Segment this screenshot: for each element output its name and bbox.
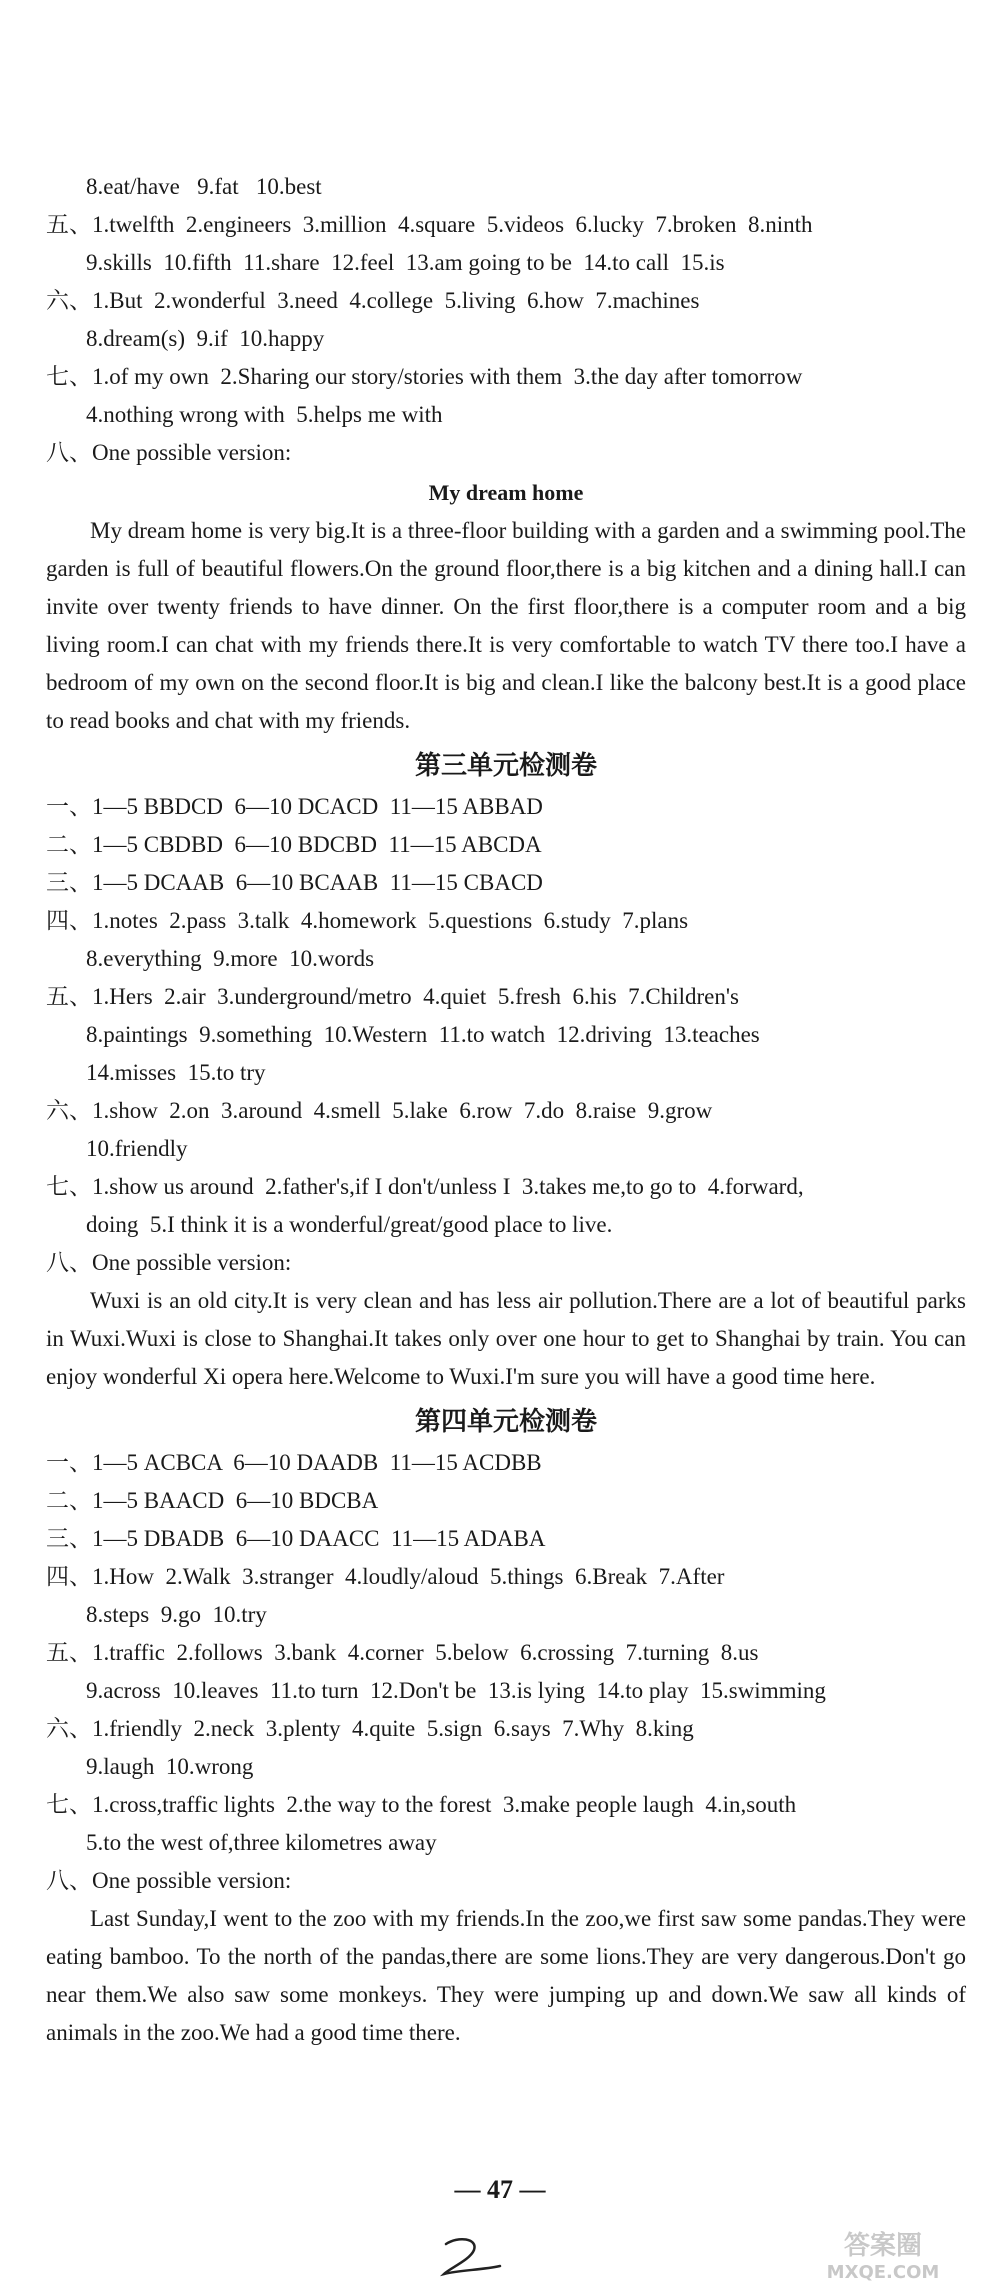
answer-line: 四、1.How 2.Walk 3.stranger 4.loudly/aloud 5.things 6.Break 7.After <box>46 1564 725 1589</box>
answer-line: 六、1.But 2.wonderful 3.need 4.college 5.living 6.how 7.machines <box>46 288 700 313</box>
section-label: 八、One possible version: <box>46 1250 292 1275</box>
answer-line: 二、1—5 BAACD 6—10 BDCBA <box>46 1488 379 1513</box>
answer-line: 9.skills 10.fifth 11.share 12.feel 13.am going to be 14.to call 15.is <box>86 250 725 275</box>
answer-line: 14.misses 15.to try <box>86 1060 266 1085</box>
svg-text:答案圈: 答案圈 <box>843 2231 923 2261</box>
answer-line: 七、1.show us around 2.father's,if I don't/unless I 3.takes me,to go to 4.forward, <box>46 1174 804 1199</box>
answer-line: 4.nothing wrong with 5.helps me with <box>86 402 443 427</box>
answer-line: 9.across 10.leaves 11.to turn 12.Don't be 13.is lying 14.to play 15.swimming <box>86 1678 826 1703</box>
answer-line: 五、1.traffic 2.follows 3.bank 4.corner 5.below 6.crossing 7.turning 8.us <box>46 1640 759 1665</box>
page-number: — 47 — <box>454 2175 546 2204</box>
unit4-title: 第四单元检测卷 <box>414 1407 597 1437</box>
section-label: 八、One possible version: <box>46 440 292 465</box>
answer-line: 六、1.friendly 2.neck 3.plenty 4.quite 5.sign 6.says 7.Why 8.king <box>46 1716 694 1741</box>
watermark-logo-icon <box>788 2224 978 2284</box>
essay-title: My dream home <box>428 480 584 505</box>
answer-page <box>46 168 966 2052</box>
answer-line: 8.paintings 9.something 10.Western 11.to watch 12.driving 13.teaches <box>86 1022 760 1047</box>
unit3-title: 第三单元检测卷 <box>414 751 597 781</box>
answer-line: 七、1.of my own 2.Sharing our story/stories with them 3.the day after tomorrow <box>46 364 803 389</box>
answer-line: 四、1.notes 2.pass 3.talk 4.homework 5.questions 6.study 7.plans <box>46 908 689 933</box>
essay-text: My dream home is very big.It is a three-floor building with a garden and a swimming pool.The garden is full of beautiful flowers.On the ground floor,there is a big kitchen and a dining hall.I can invite over twenty friends to have dinner. On the first floor,there is a computer room and a big living room.I can chat with my friends there.It is very comfortable to watch TV there too.I have a bedroom of my own on the second floor.It is big and clean.I like the balcony best.It is a good place to read books and chat with my friends. <box>46 518 966 733</box>
answer-line: 三、1—5 DBADB 6—10 DAACC 11—15 ADABA <box>46 1526 546 1551</box>
answer-line: 五、1.Hers 2.air 3.underground/metro 4.quiet 5.fresh 6.his 7.Children's <box>46 984 739 1009</box>
answer-line: doing 5.I think it is a wonderful/great/good place to live. <box>86 1212 613 1237</box>
answer-line: 一、1—5 BBDCD 6—10 DCACD 11—15 ABBAD <box>46 794 543 819</box>
answer-line: 10.friendly <box>86 1136 188 1161</box>
answer-line: 三、1—5 DCAAB 6—10 BCAAB 11—15 CBACD <box>46 870 543 895</box>
answer-line: 9.laugh 10.wrong <box>86 1754 254 1779</box>
answer-line: 七、1.cross,traffic lights 2.the way to the forest 3.make people laugh 4.in,south <box>46 1792 797 1817</box>
answer-line: 8.eat/have 9.fat 10.best <box>86 174 322 199</box>
section-label: 八、One possible version: <box>46 1868 292 1893</box>
essay-text: Wuxi is an old city.It is very clean and has less air pollution.There are a lot of beautiful parks in Wuxi.Wuxi is close to Shanghai.It takes only over one hour to get to Shanghai by train. You can enjoy wonderful Xi opera here.Welcome to Wuxi.I'm sure you will have a good time here. <box>46 1288 966 1389</box>
answer-line: 5.to the west of,three kilometres away <box>86 1830 437 1855</box>
answer-line: 六、1.show 2.on 3.around 4.smell 5.lake 6.row 7.do 8.raise 9.grow <box>46 1098 713 1123</box>
answer-line: 一、1—5 ACBCA 6—10 DAADB 11—15 ACDBB <box>46 1450 542 1475</box>
answer-line: 8.steps 9.go 10.try <box>86 1602 267 1627</box>
answer-line: 五、1.twelfth 2.engineers 3.million 4.square 5.videos 6.lucky 7.broken 8.ninth <box>46 212 813 237</box>
essay-text: Last Sunday,I went to the zoo with my friends.In the zoo,we first saw some pandas.They were eating bamboo. To the north of the pandas,there are some lions.They are very dangerous.Don't go near them.We also saw some monkeys. They were jumping up and down.We saw all kinds of animals in the zoo.We had a good time there. <box>46 1906 966 2045</box>
svg-text:MXQE.COM: MXQE.COM <box>826 2262 940 2283</box>
answer-line: 8.dream(s) 9.if 10.happy <box>86 326 325 351</box>
answer-line: 二、1—5 CBDBD 6—10 BDCBD 11—15 ABCDA <box>46 832 542 857</box>
answer-line: 8.everything 9.more 10.words <box>86 946 375 971</box>
handwritten-mark-icon <box>438 2230 508 2280</box>
